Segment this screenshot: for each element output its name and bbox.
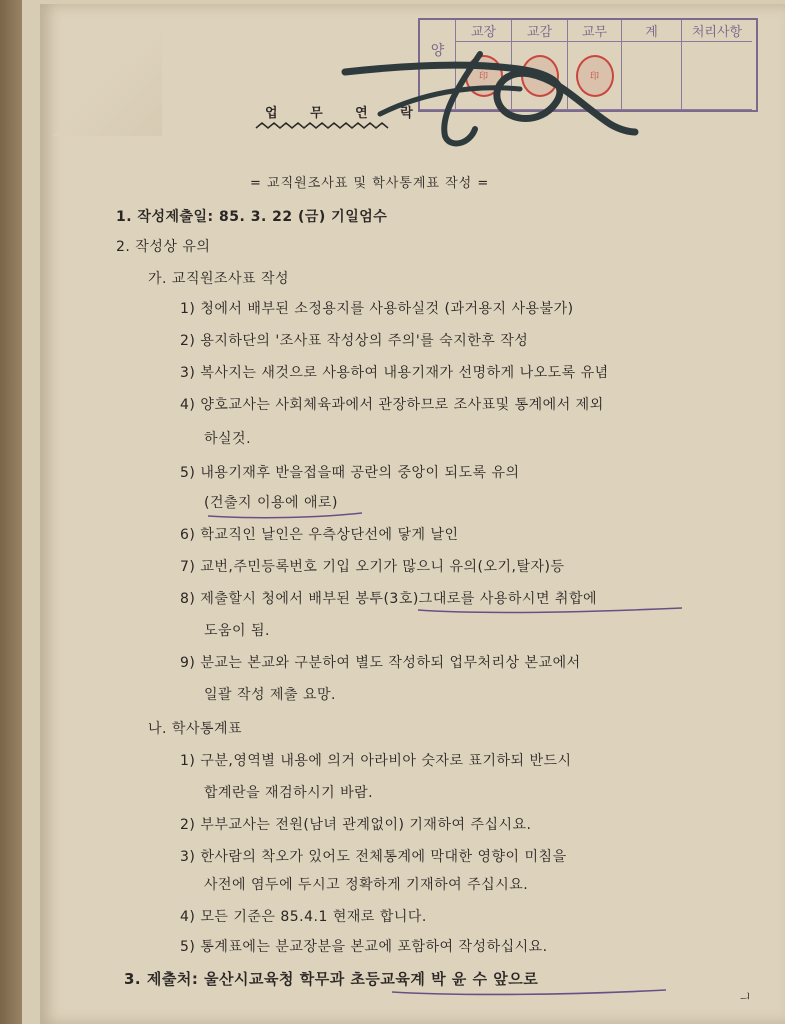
section-a-item-8-cont: 도움이 됨. — [204, 623, 270, 639]
approval-cell-5 — [682, 42, 752, 110]
title-underline-icon — [254, 120, 394, 134]
item-3-submit-to: 3. 제출처: 울산시교육청 학무과 초등교육계 박 윤 수 앞으로 — [124, 970, 539, 988]
approval-label: 양 — [420, 20, 456, 110]
document-title: 업 무 연 락 — [265, 106, 427, 121]
approval-header-vice: 교감 — [512, 20, 568, 42]
binding-string-icon — [340, 44, 640, 154]
handwritten-underline-icon — [416, 604, 686, 616]
section-a-item-5-cont: (건출지 이용에 애로) — [204, 495, 339, 511]
section-b-item-2: 2) 부부교사는 전원(남녀 관계없이) 기재하여 주십시요. — [180, 817, 532, 833]
section-a-item-4-cont: 하실것. — [204, 431, 252, 447]
item-2-notes: 2. 작성상 유의 — [116, 239, 211, 255]
section-a-item-5: 5) 내용기재후 반을접을때 공란의 중앙이 되도록 유의 — [180, 465, 520, 481]
handwritten-underline-icon — [390, 984, 670, 998]
section-a-item-6: 6) 학교직인 날인은 우측상단선에 닿게 날인 — [180, 527, 459, 543]
document-heading: = 교직원조사표 및 학사통계표 작성 = — [250, 176, 490, 191]
seal-text: 印 — [589, 72, 599, 82]
section-a-item-9-cont: 일괄 작성 제출 요망. — [204, 687, 336, 703]
section-a-item-8: 8) 제출할시 청에서 배부된 봉투(3호)그대로를 사용하시면 취합에 — [180, 591, 597, 607]
approval-header-staff: 계 — [622, 20, 682, 42]
approval-header-processing: 처리사항 — [682, 20, 752, 42]
section-a-item-1: 1) 청에서 배부된 소정용지를 사용하실것 (과거용지 사용불가) — [180, 301, 574, 317]
section-a-title: 가. 교직원조사표 작성 — [148, 271, 290, 287]
corner-fold — [52, 26, 162, 136]
section-a-item-3: 3) 복사지는 새것으로 사용하여 내용기재가 선명하게 나오도록 유념 — [180, 365, 609, 381]
seal-text: 印 — [478, 72, 488, 82]
section-a-item-9: 9) 분교는 본교와 구분하여 별도 작성하되 업무처리상 본교에서 — [180, 655, 581, 671]
section-b-item-4: 4) 모든 기준은 85.4.1 현재로 합니다. — [180, 909, 427, 925]
section-b-item-3: 3) 한사람의 착오가 있어도 전체통계에 막대한 영향이 미침을 — [180, 849, 567, 865]
section-a-item-2: 2) 용지하단의 '조사표 작성상의 주의'를 숙지한후 작성 — [180, 333, 529, 349]
page-mark: ᅴ — [740, 992, 751, 1005]
section-b-item-3-cont: 사전에 염두에 두시고 정확하게 기재하여 주십시요. — [204, 877, 529, 893]
approval-header-affairs: 교무 — [568, 20, 622, 42]
section-b-title: 나. 학사통계표 — [148, 721, 243, 737]
section-b-item-5: 5) 통계표에는 분교장분을 본교에 포함하여 작성하십시요. — [180, 939, 548, 955]
section-b-item-1-cont: 합계란을 재검하시기 바람. — [204, 785, 374, 801]
document-page — [40, 4, 785, 1024]
section-a-item-7: 7) 교번,주민등록번호 기입 오기가 많으니 유의(오기,탈자)등 — [180, 559, 565, 575]
section-b-item-1: 1) 구분,영역별 내용에 의거 아라비아 숫자로 표기하되 반드시 — [180, 753, 572, 769]
seal-text: 印 — [534, 72, 544, 82]
section-a-item-4: 4) 양호교사는 사회체육과에서 관장하므로 조사표및 통계에서 제외 — [180, 397, 604, 413]
approval-header-principal: 교장 — [456, 20, 512, 42]
handwritten-underline-icon — [206, 510, 366, 520]
item-1-deadline: 1. 작성제출일: 85. 3. 22 (금) 기일엄수 — [116, 209, 388, 225]
